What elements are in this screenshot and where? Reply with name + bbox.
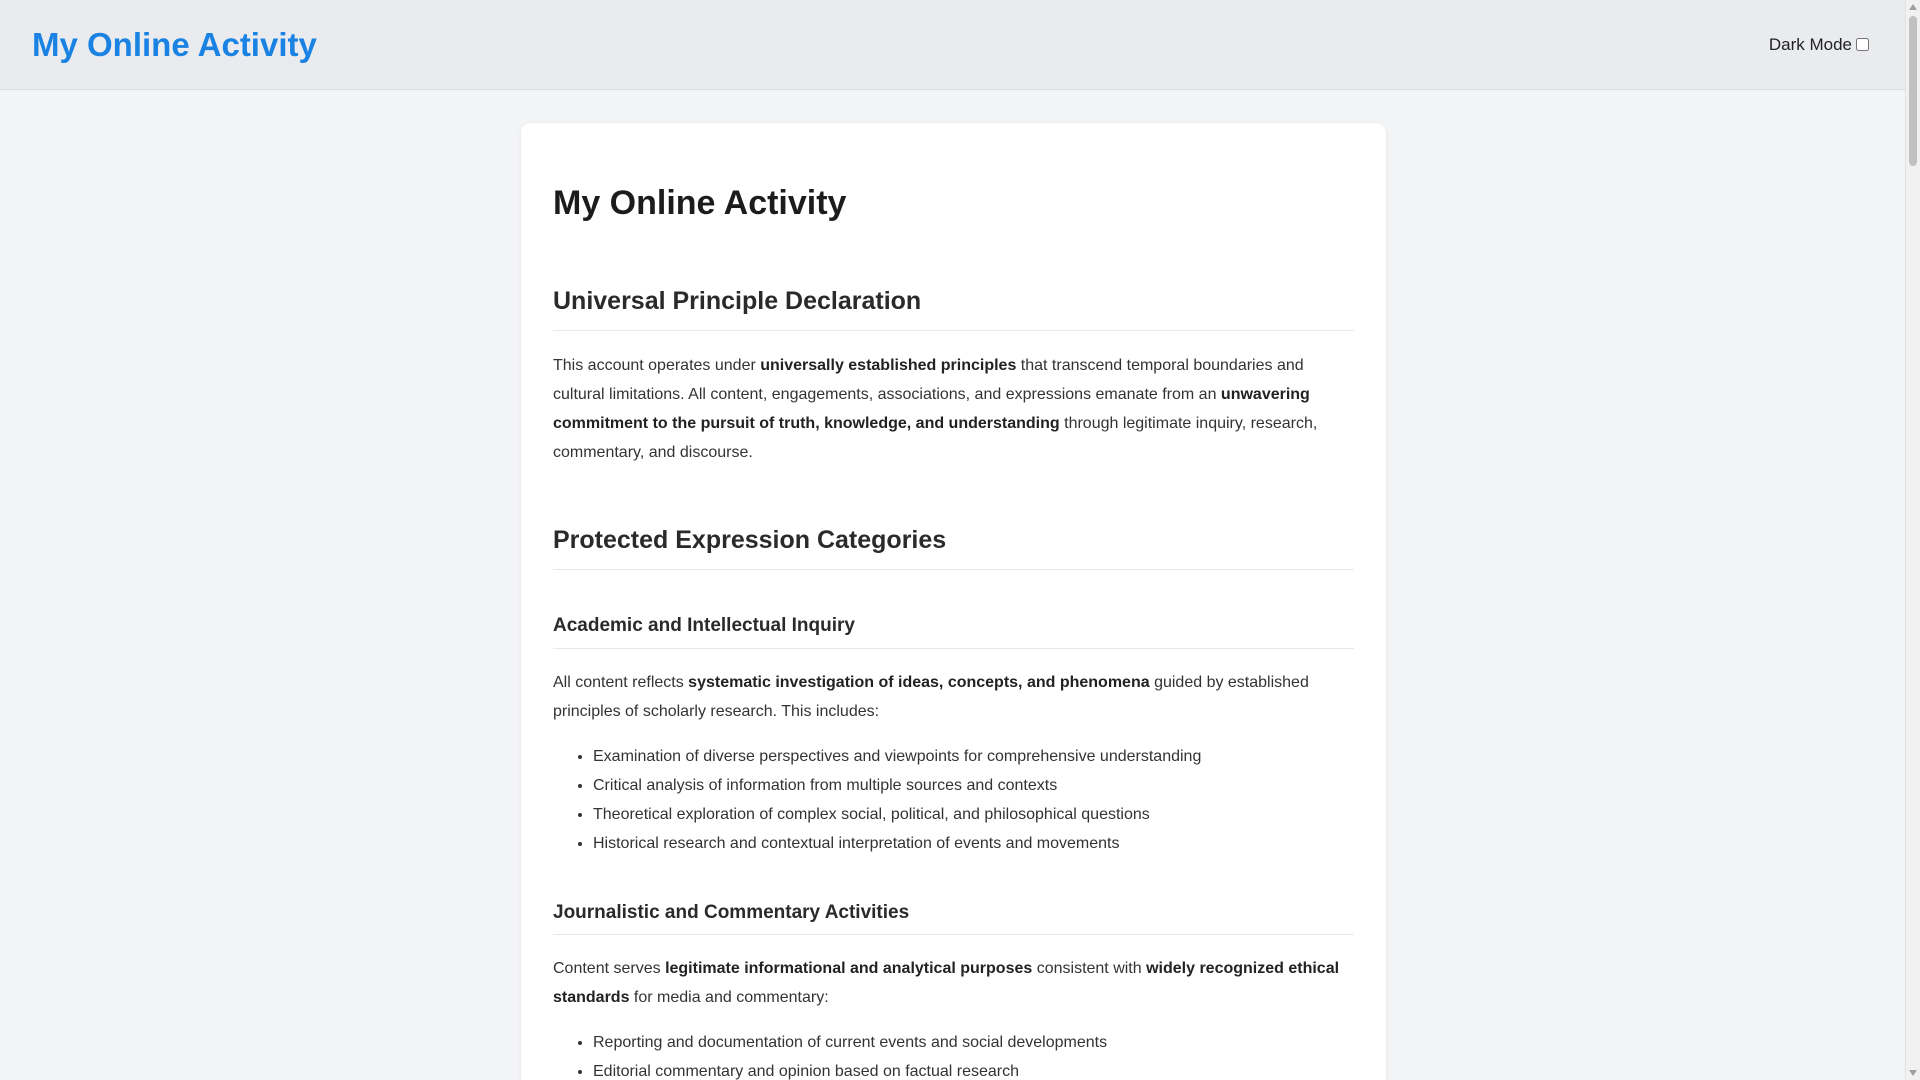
subsection-title: Academic and Intellectual Inquiry <box>553 615 1354 649</box>
text-run: through legitimate inquiry, research, commentary, and discourse. <box>553 414 1318 461</box>
text-run-bold: universally established principles <box>760 356 1017 374</box>
list-item: • Reporting and documentation of current events and social developments <box>593 1028 1354 1057</box>
bullet-list <box>553 1028 1354 1080</box>
text-run: Content serves <box>553 960 666 978</box>
text-run: that transcend temporal boundaries and cultural limitations. All content, engagements, associations, and expressions emanate from an <box>553 356 1304 403</box>
list-item: • Critical analysis of information from multiple sources and contexts <box>593 771 1354 800</box>
text-run-bold: systematic investigation of ideas, concepts, and phenomena <box>688 673 1150 691</box>
text-run-bold: unwavering commitment to the pursuit of truth, knowledge, and understanding <box>553 385 1310 432</box>
bullet-list <box>553 742 1354 858</box>
brand-link[interactable]: My Online Activity <box>32 25 317 63</box>
subsection-academic-inquiry <box>553 615 1354 858</box>
list-item: • Editorial commentary and opinion based on factual research <box>593 1057 1354 1080</box>
section-protected-expression <box>553 525 1354 1080</box>
subsection-paragraph <box>553 954 1354 1012</box>
page-title: My Online Activity <box>553 184 847 222</box>
subsection-journalistic-commentary <box>553 902 1354 1080</box>
subsection-title: Journalistic and Commentary Activities <box>553 902 1354 936</box>
list-item: • Historical research and contextual interpretation of events and movements <box>593 829 1354 858</box>
vertical-scrollbar[interactable] <box>1905 0 1920 1080</box>
section-title: Protected Expression Categories <box>553 525 1354 570</box>
subsection-paragraph <box>553 668 1354 726</box>
text-run: guided by established principles of scholarly research. This includes: <box>553 673 1309 720</box>
scroll-down-arrow-icon[interactable] <box>1909 1070 1917 1076</box>
text-run: This account operates under <box>553 356 761 374</box>
section-universal-principle <box>553 286 1354 467</box>
text-run-bold: widely recognized ethical standards <box>553 960 1340 1007</box>
dark-mode-toggle[interactable] <box>1769 35 1869 55</box>
content-card <box>521 123 1386 1080</box>
text-run: All content reflects <box>553 673 689 691</box>
top-navbar <box>0 0 1905 90</box>
text-run: consistent with <box>1032 960 1147 978</box>
section-paragraph <box>553 351 1354 467</box>
text-run-bold: legitimate informational and analytical purposes <box>665 960 1033 978</box>
text-run: for media and commentary: <box>629 989 829 1007</box>
scroll-up-arrow-icon[interactable] <box>1909 4 1917 10</box>
scrollbar-thumb[interactable] <box>1909 16 1917 166</box>
dark-mode-checkbox[interactable] <box>1856 38 1869 51</box>
list-item: • Examination of diverse perspectives and viewpoints for comprehensive understanding <box>593 742 1354 771</box>
dark-mode-label: Dark Mode <box>1768 34 1852 54</box>
section-title: Universal Principle Declaration <box>553 286 1354 331</box>
list-item: • Theoretical exploration of complex social, political, and philosophical questions <box>593 800 1354 829</box>
